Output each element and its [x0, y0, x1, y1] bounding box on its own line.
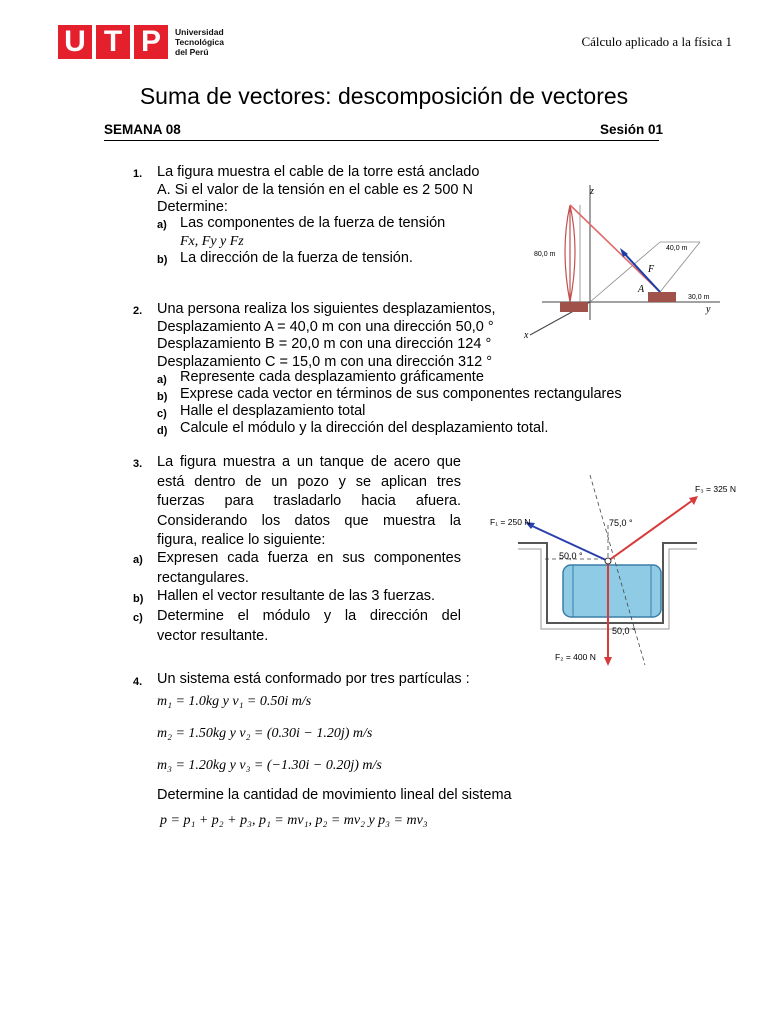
label-f: F: [648, 264, 655, 275]
problem-3-b-text: Hallen el vector resultante de las 3 fuerzas.: [157, 588, 436, 604]
label-f1: F₁ = 250 N: [490, 517, 531, 527]
logo-letter-u: U: [58, 25, 92, 59]
tower-figure: [520, 180, 730, 340]
problem-3-number: 3.: [133, 458, 143, 470]
problem-2-b-label: b): [157, 391, 168, 403]
label-f2: F₂ = 400 N: [555, 652, 596, 662]
problem-1-b-text: La dirección de la fuerza de tensión.: [180, 250, 413, 266]
equation-2: m₂ = 1.50kg y v₂ = (0.30i − 1.20j) m/s: [157, 726, 373, 741]
problem-2-text: Una persona realiza los siguientes desplazamientos, Desplazamiento A = 40,0 m con una dirección 50,0 ° Desplazamiento B = 20,0 m con una dirección 124 ° Desplazamiento C = 15,0 m con una dirección 312 °: [157, 301, 496, 370]
problem-1-b-label: b): [157, 254, 168, 266]
momentum-formula: p = p₁ + p₂ + p₃, p₁ = mv₁, p₂ = mv₂ y p₃ = mv₃: [160, 813, 428, 828]
tank-figure: [485, 465, 750, 670]
problem-3-b-label: b): [133, 593, 144, 605]
label-angle-75: 75,0 °: [609, 518, 633, 528]
logo-letter-p: P: [134, 25, 168, 59]
label-40m: 40,0 m: [666, 245, 688, 252]
problem-2-d-text: Calcule el módulo y la dirección del desplazamiento total.: [180, 420, 549, 436]
attachment-point: [605, 558, 611, 564]
problem-4-determine: Determine la cantidad de movimiento lineal del sistema: [157, 787, 512, 803]
equation-1: m₁ = 1.0kg y v₁ = 0.50i m/s: [157, 694, 312, 709]
university-name: Universidad Tecnológica del Perú: [175, 27, 224, 57]
session-label: Sesión 01: [599, 122, 663, 137]
problem-4-number: 4.: [133, 676, 143, 688]
course-name: Cálculo aplicado a la física 1: [581, 34, 732, 49]
label-x: x: [524, 330, 529, 340]
problem-1-number: 1.: [133, 168, 143, 180]
problem-2-number: 2.: [133, 305, 143, 317]
label-y: y: [706, 304, 711, 315]
steel-tank: [563, 565, 661, 617]
tower-base: [560, 302, 588, 312]
problem-2-a-text: Represente cada desplazamiento gráficamente: [180, 369, 484, 385]
problem-3-c-label: c): [133, 612, 143, 624]
label-a: A: [638, 284, 645, 295]
label-f3: F₃ = 325 N: [695, 484, 737, 494]
label-z: z: [590, 186, 594, 197]
problem-1-a-math: Fx, Fy y Fz: [180, 234, 244, 249]
tower-structure: [565, 205, 575, 302]
problem-2-d-label: d): [157, 425, 168, 437]
problem-2-c-text: Halle el desplazamiento total: [180, 403, 366, 419]
problem-1-a-text: Las componentes de la fuerza de tensión: [180, 215, 446, 231]
problem-1-a-label: a): [157, 219, 167, 231]
problem-1-text: La figura muestra el cable de la torre está anclado A. Si el valor de la tensión en el cable es 2 500 N Determine:: [157, 164, 480, 215]
utp-logo: [58, 25, 230, 59]
label-angle-50b: 50,0 °: [612, 626, 636, 636]
problem-2-b-text: Exprese cada vector en términos de sus componentes rectangulares: [180, 386, 622, 402]
cable: [570, 205, 660, 292]
problem-3-text: La figura muestra a un tanque de acero que está dentro de un pozo y se aplican tres fuerzas para trasladarlo hacia afuera. Considerando los datos que muestra la figura, realice lo siguiente:: [157, 454, 461, 548]
equation-3: m₃ = 1.20kg y v₃ = (−1.30i − 0.20j) m/s: [157, 758, 382, 773]
logo-letter-t: T: [96, 25, 130, 59]
problem-2-c-label: c): [157, 408, 167, 420]
problem-4-intro: Un sistema está conformado por tres partículas :: [157, 671, 470, 687]
problem-3-c-text: Determine el módulo y la dirección del vector resultante.: [157, 608, 461, 644]
problem-3-a-label: a): [133, 554, 143, 566]
label-30m: 30,0 m: [688, 294, 710, 301]
page-title: Suma de vectores: descomposición de vectores: [139, 83, 629, 109]
force-2-arrowhead: [604, 657, 612, 666]
label-angle-50a: 50,0 °: [559, 551, 583, 561]
label-height: 80,0 m: [534, 251, 556, 258]
problem-3-a-text: Expresen cada fuerza en sus componentes rectangulares.: [157, 550, 461, 586]
anchor-block: [648, 292, 676, 302]
force-3-vector: [608, 500, 693, 561]
force-3-arrowhead: [689, 496, 698, 505]
problem-2-a-label: a): [157, 374, 167, 386]
header-divider: [104, 140, 659, 141]
week-label: SEMANA 08: [104, 122, 181, 137]
